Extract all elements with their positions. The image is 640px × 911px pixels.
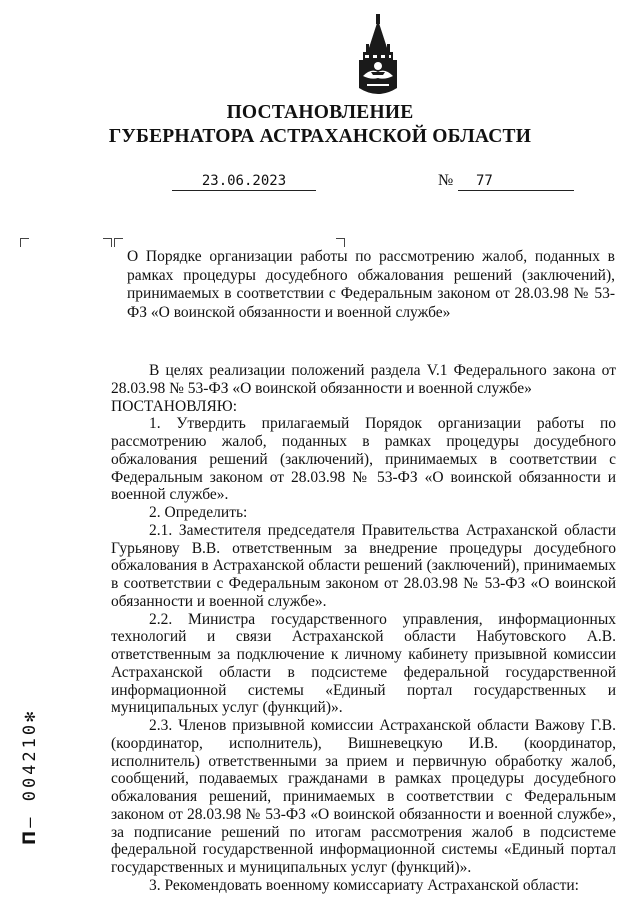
document-subject: О Порядке организации работы по рассмотрению жалоб, поданных в рамках процедуры досудебного обжалования решений (заключений), принимаемых в соответствии с Федеральным законом от 28.03.98 № 53-ФЗ «О воинской обязанности и военной службе» <box>127 248 615 321</box>
paragraph-2-2: 2.2. Министра государственного управления, информационных технологий и связи Астраханской области Набутовского А.В. ответственным за подключение к личному кабинету призывной комиссии Астраханской области в подсистеме федеральной государственной информационной системы «Единый портал государственных и муниципальных услуг (функций)». <box>111 610 616 717</box>
registration-number: – 004210✻ <box>20 708 40 828</box>
document-issuer: ГУБЕРНАТОРА АСТРАХАНСКОЙ ОБЛАСТИ <box>108 126 532 147</box>
document-date: 23.06.2023 <box>172 172 316 191</box>
corner-mark <box>103 238 112 247</box>
corner-mark <box>114 238 123 247</box>
registration-code <box>20 709 40 845</box>
document-body <box>111 362 616 895</box>
paragraph-2-1: 2.1. Заместителя председателя Правительства Астраханской области Гурьянову В.В. ответственным за внедрение процедуры досудебного обжалования в Астраханской области решений (заключений), принимаемых в соответствии с Федеральным законом от 28.03.98 № 53-ФЗ «О воинской обязанности и военной службе». <box>111 521 616 610</box>
number-label: № <box>438 172 454 189</box>
document-number: 77 <box>458 172 574 191</box>
document-title: ПОСТАНОВЛЕНИЕ <box>226 102 414 123</box>
registration-prefix: П <box>20 827 40 845</box>
decree-word: ПОСТАНОВЛЯЮ: <box>111 397 238 415</box>
paragraph-2: 2. Определить: <box>149 504 248 521</box>
corner-mark <box>336 238 345 247</box>
paragraph-3: 3. Рекомендовать военному комиссариату Астраханской области: <box>149 876 579 894</box>
coat-of-arms-icon <box>353 14 403 100</box>
paragraph-2-3: 2.3. Членов призывной комиссии Астраханской области Важову Г.В. (координатор, исполнитель), Вишневецкую И.В. (координатор, исполнитель) ответственными за прием и первичную обработку жалоб, сообщений, подаваемых гражданами в рамках процедуры досудебного обжалования решений, принимаемых в соответствии с Федеральным законом от 28.03.98 № 53-ФЗ «О воинской обязанности и военной службе», за подписание решений по итогам рассмотрения жалоб в подсистеме федеральной государственной информационной системы «Единый портал государственных и муниципальных услуг (функций)». <box>111 717 616 876</box>
corner-mark <box>20 238 29 247</box>
intro-paragraph: В целях реализации положений раздела V.1 Федерального закона от 28.03.98 № 53-ФЗ «О воинской обязанности и военной службе» <box>111 362 616 397</box>
paragraph-1: 1. Утвердить прилагаемый Порядок организации работы по рассмотрению жалоб, поданных в рамках процедуры досудебного обжалования решений (заключений), принимаемых в соответствии с Федеральным законом от 28.03.98 № 53-ФЗ «О воинской обязанности и военной службе». <box>111 415 616 504</box>
